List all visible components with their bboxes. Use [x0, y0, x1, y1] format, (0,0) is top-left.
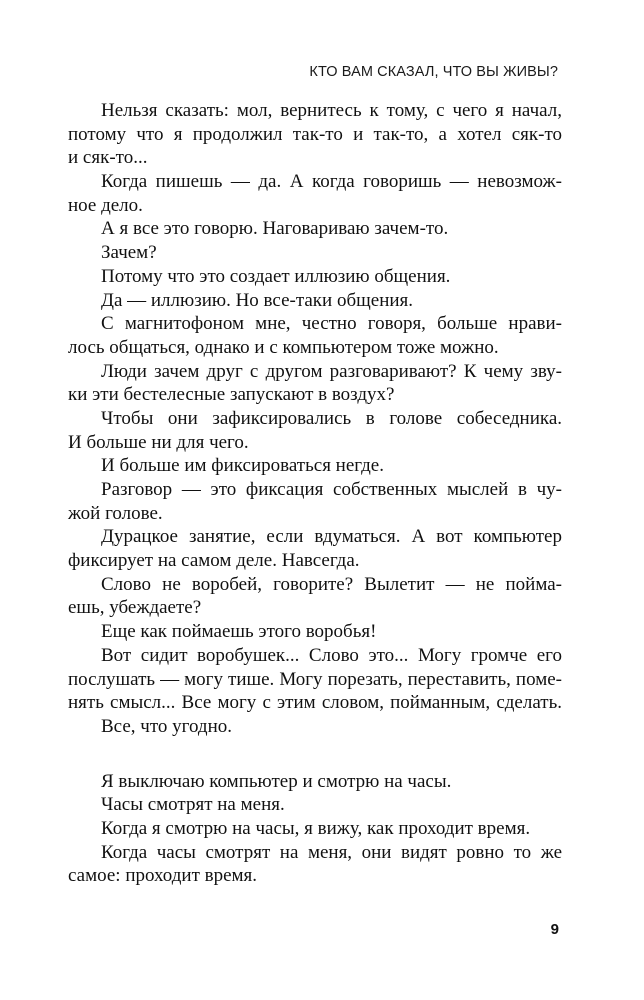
text-line: И больше ни для чего. [68, 431, 249, 453]
body-text [68, 99, 562, 888]
text-line: Чтобы они зафиксировались в голове собеседника. [101, 407, 562, 429]
text-line: лось общаться, однако и с компьютером тоже можно. [68, 336, 499, 358]
text-line: ешь, убеждаете? [68, 597, 202, 619]
text-line: Потому что это создает иллюзию общения. [101, 265, 451, 287]
text-line: Я выключаю компьютер и смотрю на часы. [101, 770, 452, 792]
text-line: Еще как поймаешь этого воробья! [101, 621, 377, 643]
text-line: ное дело. [68, 194, 143, 216]
text-line: фиксирует на самом деле. Навсегда. [68, 550, 360, 572]
text-line: И больше им фиксироваться негде. [101, 455, 384, 477]
text-line: Слово не воробей, говорите? Вылетит — не пойма- [101, 573, 562, 595]
text-line: Когда я смотрю на часы, я вижу, как проходит время. [101, 817, 531, 839]
text-line: Когда часы смотрят на меня, они видят ровно то же [101, 841, 562, 863]
text-line: А я все это говорю. Наговариваю зачем-то. [101, 218, 449, 240]
text-line: ки эти бестелесные запускают в воздух? [68, 384, 395, 406]
page-number: 9 [550, 921, 559, 938]
text-line: послушать — могу тише. Могу порезать, переставить, поме- [68, 668, 562, 690]
text-line: и сяк-то... [68, 147, 148, 169]
text-line: Все, что угодно. [101, 715, 232, 737]
text-line: жой голове. [68, 502, 163, 524]
text-line: потому что я продолжил так-то и так-то, а хотел сяк-то [68, 123, 562, 145]
text-line: Разговор — это фиксация собственных мыслей в чу- [101, 479, 562, 500]
text-line: Да — иллюзию. Но все-таки общения. [101, 289, 414, 311]
text-line: самое: проходит время. [68, 865, 258, 887]
text-line: Вот сидит воробушек... Слово это... Могу громче его [101, 644, 562, 666]
text-line: Когда пишешь — да. А когда говоришь — невозмож- [101, 171, 562, 193]
text-line: Часы смотрят на меня. [101, 794, 285, 816]
text-line: Дурацкое занятие, если вдуматься. А вот компьютер [101, 526, 562, 548]
text-line: нять смысл... Все могу с этим словом, пойманным, сделать. [68, 692, 562, 714]
text-line: Люди зачем друг с другом разговаривают? К чему зву- [101, 360, 562, 382]
text-line: С магнитофоном мне, честно говоря, больше нрави- [101, 313, 562, 335]
running-title: КТО ВАМ СКАЗАЛ, ЧТО ВЫ ЖИВЫ? [309, 64, 558, 80]
section-break [68, 739, 562, 770]
text-line: Нельзя сказать: мол, вернитесь к тому, с чего я начал, [101, 100, 562, 121]
text-line: Зачем? [101, 242, 157, 264]
